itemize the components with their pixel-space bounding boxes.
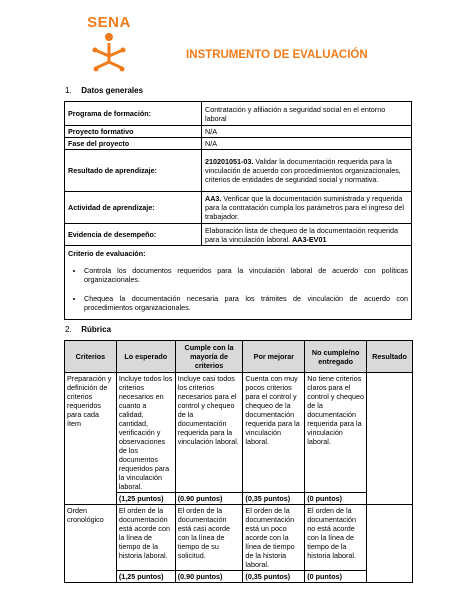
column-header: Criterios <box>65 341 117 373</box>
section-number: 2. <box>65 325 72 334</box>
table-row <box>65 505 413 571</box>
table-row <box>65 493 413 505</box>
table-row <box>65 224 412 246</box>
column-header: Resultado <box>367 341 413 373</box>
learning-result-code: 210201051-03. <box>205 157 254 166</box>
points-cell: (0 puntos) <box>305 571 367 583</box>
criteria-list <box>68 266 408 312</box>
table-row <box>65 150 412 192</box>
points-cell: (0.90 puntos) <box>175 571 243 583</box>
column-header: No cumple/no entregado <box>305 341 367 373</box>
section-title: Datos generales <box>81 86 144 95</box>
table-row <box>65 102 412 126</box>
row-value <box>202 150 412 192</box>
activity-text: Verificar que la documentación suministrada y requerida para la contratación cumpla los parámetros para el ingreso del trabajador. <box>205 194 404 221</box>
row-label: Actividad de aprendizaje: <box>65 192 202 224</box>
points-cell: (0,35 puntos) <box>243 571 305 583</box>
section-number: 1. <box>65 86 72 95</box>
column-header: Por mejorar <box>243 341 305 373</box>
table-header-row <box>65 341 413 373</box>
list-item: • Controla los documentos requeridos para la vinculación laboral de acuerdo con políticas organizacionales. <box>84 266 408 284</box>
table-row <box>65 571 413 583</box>
points-cell: (0 puntos) <box>305 493 367 505</box>
table-row <box>65 192 412 224</box>
list-item: • Chequea la documentación necesaria para los trámites de vinculación de acuerdo con procedimientos organizacionales. <box>84 294 408 312</box>
column-header: Lo esperado <box>116 341 175 373</box>
section-2-heading <box>65 325 111 334</box>
learning-result-text: Validar la documentación requerida para la vinculación de acuerdo con procedimientos organizacionales, criterios de entidades de seguridad social y normativa. <box>205 157 401 184</box>
improve-cell: El orden de la documentación está un poco acorde con la línea de tiempo de la historia laboral. <box>243 505 305 571</box>
mostly-cell: El orden de la documentación está casi acorde con la línea de tiempo de su solicitud. <box>175 505 243 571</box>
row-value: N/A <box>202 138 412 150</box>
row-label: Programa de formación: <box>65 102 202 126</box>
row-value: Contratación y afiliación a seguridad social en el entorno laboral <box>202 102 412 126</box>
row-label: Resultado de aprendizaje: <box>65 150 202 192</box>
row-label: Fase del proyecto <box>65 138 202 150</box>
expected-cell: El orden de la documentación está acorde con la línea de tiempo de la historia laboral. <box>116 505 175 571</box>
table-row <box>65 373 413 493</box>
row-value <box>202 224 412 246</box>
document-title: INSTRUMENTO DE EVALUACIÓN <box>186 49 368 61</box>
section-title: Rúbrica <box>81 325 112 334</box>
points-cell: (1,25 puntos) <box>116 493 175 505</box>
criterion-cell: Preparación y definición de criterios requeridos para cada ítem <box>65 373 117 505</box>
result-cell[interactable] <box>367 373 413 505</box>
evidence-text: Elaboración lista de chequeo de la documentación requerida para la vinculación laboral. <box>205 225 398 244</box>
sena-logo <box>86 14 132 76</box>
improve-cell: Cuenta con muy pocos criterios para el control y chequeo de la documentación requerida para la vinculación laboral. <box>243 373 305 493</box>
table-row <box>65 126 412 138</box>
column-header: Cumple con la mayoría de criterios <box>175 341 243 373</box>
evidence-code: AA3-EV01 <box>292 234 327 244</box>
sena-emblem-icon <box>92 32 126 76</box>
section-1-heading <box>65 86 143 95</box>
general-data-table <box>64 101 412 320</box>
rubric-table <box>64 340 413 583</box>
mostly-cell: Incluye casi todos los criterios necesarios para el control y chequeo de la documentación requerida para la vinculación laboral. <box>175 373 243 493</box>
row-label: Proyecto formativo <box>65 126 202 138</box>
not-met-cell: El orden de la documentación no está acorde con la línea de tiempo de la historia laboral. <box>305 505 367 571</box>
points-cell: (0,35 puntos) <box>243 493 305 505</box>
row-value <box>202 192 412 224</box>
activity-code: AA3. <box>205 194 222 203</box>
points-cell: (0.90 puntos) <box>175 493 243 505</box>
row-value: N/A <box>202 126 412 138</box>
criterion-cell: Orden cronológico <box>65 505 117 583</box>
points-cell: (1,25 puntos) <box>116 571 175 583</box>
table-row <box>65 138 412 150</box>
result-cell[interactable] <box>367 505 413 583</box>
logo-text: SENA <box>87 14 131 31</box>
criteria-label: Criterio de evaluación: <box>68 249 146 258</box>
table-row <box>65 246 412 320</box>
not-met-cell: No tiene criterios claros para el control y chequeo de la documentación requerida para la vinculación laboral. <box>305 373 367 493</box>
criteria-cell <box>65 246 412 320</box>
row-label: Evidencia de desempeño: <box>65 224 202 246</box>
expected-cell: Incluye todos los criterios necesarios en cuanto a calidad, cantidad, verificación y observaciones de los documentos requeridos para la vinculación laboral. <box>116 373 175 493</box>
